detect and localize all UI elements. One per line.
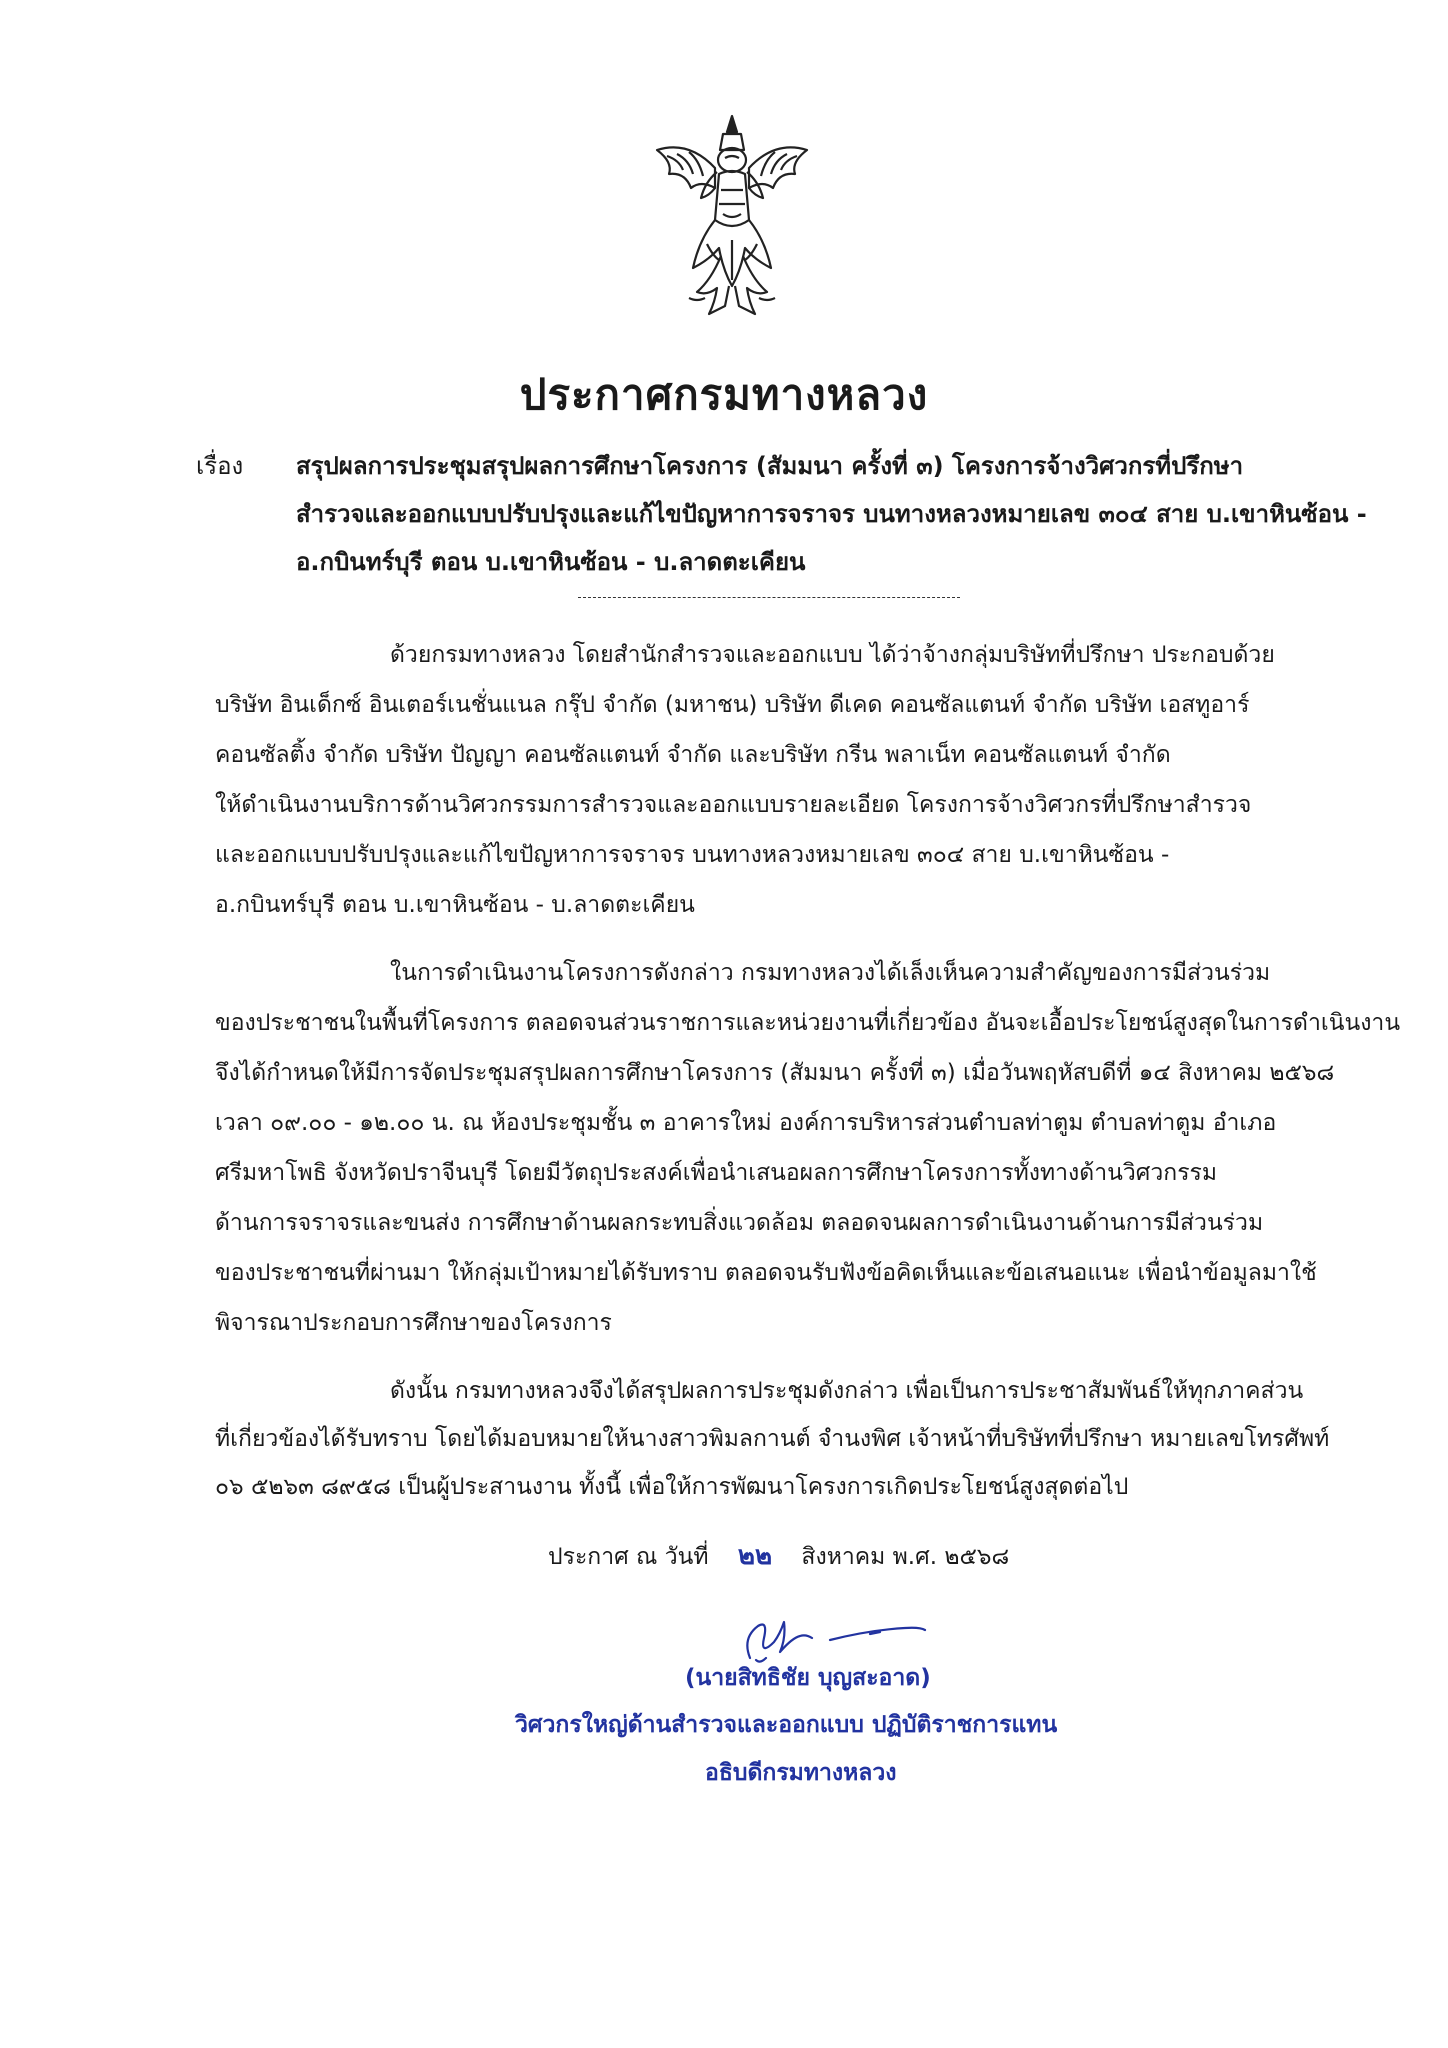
signer-name: (นายสิทธิชัย บุญสะอาด) [685,1665,931,1691]
paragraph-line: ๐๖ ๕๒๖๓ ๘๙๕๘ เป็นผู้ประสานงาน ทั้งนี้ เพื่อให้การพัฒนาโครงการเกิดประโยชน์สูงสุดต่อไป [215,1474,1129,1500]
subject-label: เรื่อง [196,452,244,480]
paragraph-line: ให้ดำเนินงานบริการด้านวิศวกรรมการสำรวจและออกแบบรายละเอียด โครงการจ้างวิศวกรที่ปรึกษาสำรวจ [215,792,1252,818]
paragraph-line: ของประชาชนในพื้นที่โครงการ ตลอดจนส่วนราชการและหน่วยงานที่เกี่ยวข้อง อันจะเอื้อประโยชน์สูงสุดในการดำเนินงาน [215,1010,1401,1036]
paragraph-line: ในการดำเนินงานโครงการดังกล่าว กรมทางหลวงได้เล็งเห็นความสำคัญของการมีส่วนร่วม [390,960,1271,986]
subject-line: สรุปผลการประชุมสรุปผลการศึกษาโครงการ (สัมมนา ครั้งที่ ๓) โครงการจ้างวิศวกรที่ปรึกษา [296,452,1244,480]
paragraph-line: ด้วยกรมทางหลวง โดยสำนักสำรวจและออกแบบ ได้ว่าจ้างกลุ่มบริษัทที่ปรึกษา ประกอบด้วย [390,642,1275,668]
paragraph-line: ดังนั้น กรมทางหลวงจึงได้สรุปผลการประชุมดังกล่าว เพื่อเป็นการประชาสัมพันธ์ให้ทุกภาคส่วน [390,1378,1304,1404]
announce-month-year: สิงหาคม พ.ศ. ๒๕๖๘ [801,1544,1010,1570]
page-title: ประกาศกรมทางหลวง [519,370,929,419]
paragraph-line: พิจารณาประกอบการศึกษาของโครงการ [215,1310,612,1336]
paragraph-line: และออกแบบปรับปรุงและแก้ไขปัญหาการจราจร บนทางหลวงหมายเลข ๓๐๔ สาย บ.เขาหินซ้อน - [215,842,1170,868]
paragraph-line: คอนซัลติ้ง จำกัด บริษัท ปัญญา คอนซัลแตนท์ จำกัด และบริษัท กรีน พลาเน็ท คอนซัลแตนท์ จำกัด [215,742,1171,768]
paragraph-line: ด้านการจราจรและขนส่ง การศึกษาด้านผลกระทบสิ่งแวดล้อม ตลอดจนผลการดำเนินงานด้านการมีส่วนร่วม [215,1210,1264,1236]
paragraph-line: ศรีมหาโพธิ จังหวัดปราจีนบุรี โดยมีวัตถุประสงค์เพื่อนำเสนอผลการศึกษาโครงการทั้งทางด้านวิศวกรรม [215,1160,1218,1186]
paragraph-line: อ.กบินทร์บุรี ตอน บ.เขาหินซ้อน - บ.ลาดตะเคียน [215,892,695,918]
subject-line: สำรวจและออกแบบปรับปรุงและแก้ไขปัญหาการจราจร บนทางหลวงหมายเลข ๓๐๔ สาย บ.เขาหินซ้อน - [296,500,1367,528]
paragraph-line: บริษัท อินเด็กซ์ อินเตอร์เนชั่นแนล กรุ๊ป จำกัด (มหาชน) บริษัท ดีเคด คอนซัลแตนท์ จำกัด บริษัท เอสทูอาร์ [215,692,1250,718]
paragraph-line: เวลา ๐๙.๐๐ - ๑๒.๐๐ น. ณ ห้องประชุมชั้น ๓ อาคารใหม่ องค์การบริหารส่วนตำบลท่าตูม ตำบลท่าตูม อำเภอ [215,1110,1277,1136]
signer-organization: อธิบดีกรมทางหลวง [705,1760,897,1786]
announce-date [548,1535,1009,1576]
paragraph-line: จึงได้กำหนดให้มีการจัดประชุมสรุปผลการศึกษาโครงการ (สัมมนา ครั้งที่ ๓) เมื่อวันพฤหัสบดีที่ ๑๔ สิงหาคม ๒๕๖๘ [215,1060,1335,1086]
announce-prefix: ประกาศ ณ วันที่ [548,1544,709,1570]
paragraph-line: ของประชาชนที่ผ่านมา ให้กลุ่มเป้าหมายได้รับทราบ ตลอดจนรับฟังข้อคิดเห็นและข้อเสนอแนะ เพื่อนำข้อมูลมาใช้ [215,1260,1317,1286]
garuda-emblem-icon [649,110,815,320]
signer-position: วิศวกรใหญ่ด้านสำรวจและออกแบบ ปฏิบัติราชการแทน [515,1712,1058,1738]
announce-day: ๒๒ [737,1541,773,1571]
paragraph-line: ที่เกี่ยวข้องได้รับทราบ โดยได้มอบหมายให้นางสาวพิมลกานต์ จำนงพิศ เจ้าหน้าที่บริษัทที่ปรึกษา หมายเลขโทรศัพท์ [215,1426,1330,1452]
dashed-divider [578,597,960,598]
subject-line: อ.กบินทร์บุรี ตอน บ.เขาหินซ้อน - บ.ลาดตะเคียน [296,548,806,576]
